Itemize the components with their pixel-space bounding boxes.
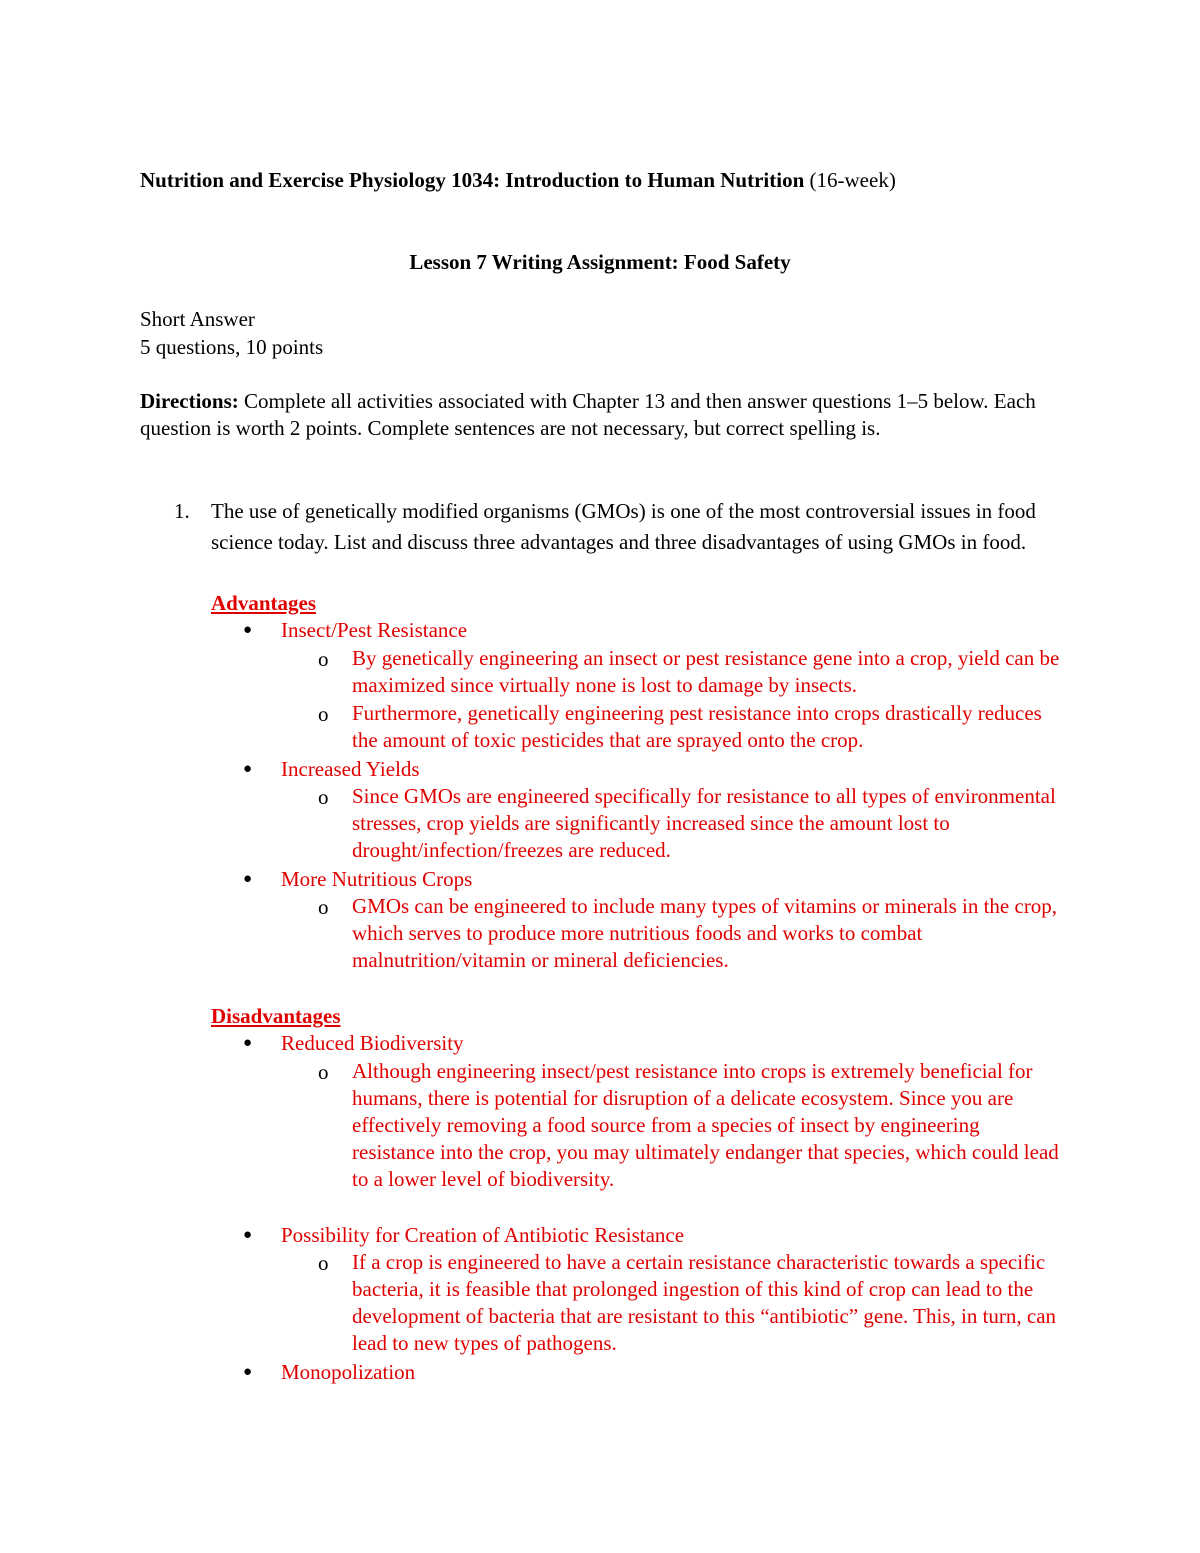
lesson-title: Lesson 7 Writing Assignment: Food Safety (409, 250, 791, 274)
bullet-marker: ● (243, 1035, 253, 1051)
course-title (140, 166, 896, 194)
bullet-marker: ● (243, 761, 253, 777)
bullet-marker: ● (243, 622, 253, 638)
assignment-count: 5 questions, 10 points (140, 335, 324, 359)
disadvantage-item-label: Reduced Biodiversity (281, 1031, 464, 1055)
bullet-marker: ● (243, 871, 253, 887)
course-name: Nutrition and Exercise Physiology 1034: Introduction to Human Nutrition (140, 168, 805, 192)
advantage-detail: Furthermore, genetically engineering pest resistance into crops drastically reduces the amount of toxic pesticides that are sprayed onto the crop. (352, 701, 1042, 752)
question-text: The use of genetically modified organisms (GMOs) is one of the most controversial issues in food science today. List and discuss three advantages and three disadvantages of using GMOs in food. (211, 499, 1036, 554)
disadvantage-item-label: Possibility for Creation of Antibiotic Resistance (281, 1223, 685, 1247)
advantage-detail: By genetically engineering an insect or pest resistance gene into a crop, yield can be maximized since virtually none is lost to damage by insects. (352, 646, 1060, 697)
bullet-marker: ● (243, 1364, 253, 1380)
advantage-item-label: Insect/Pest Resistance (281, 618, 468, 642)
course-duration: (16-week) (804, 168, 896, 192)
sub-bullet-marker: o (318, 1060, 329, 1084)
disadvantage-detail: If a crop is engineered to have a certain resistance characteristic towards a specific bacteria, it is feasible that prolonged ingestion of this kind of crop can lead to the development of bacteria that are resistant to this “antibiotic” gene. This, in turn, can lead to new types of pathogens. (352, 1250, 1057, 1355)
disadvantage-detail: Although engineering insect/pest resistance into crops is extremely beneficial for humans, there is potential for disruption of a delicate ecosystem. Since you are effectively removing a food source from a species of insect by engineering resistance into the crop, you may ultimately endanger that species, which could lead to a lower level of biodiversity. (352, 1059, 1059, 1191)
advantage-detail: GMOs can be engineered to include many types of vitamins or minerals in the crop, which serves to produce more nutritious foods and works to combat malnutrition/vitamin or mineral deficiencies. (352, 894, 1058, 972)
sub-bullet-marker: o (318, 647, 329, 671)
advantage-item-label: More Nutritious Crops (281, 867, 473, 891)
sub-bullet-marker: o (318, 702, 329, 726)
sub-bullet-marker: o (318, 785, 329, 809)
bullet-marker: ● (243, 1227, 253, 1243)
question-number: 1. (174, 499, 190, 523)
disadvantages-heading: Disadvantages (211, 1004, 341, 1028)
sub-bullet-marker: o (318, 1251, 329, 1275)
advantage-detail: Since GMOs are engineered specifically for resistance to all types of environmental stresses, crop yields are significantly increased since the amount lost to drought/infection/freezes are reduced. (352, 784, 1056, 862)
directions (140, 388, 1065, 442)
directions-text: Complete all activities associated with Chapter 13 and then answer questions 1–5 below. Each question is worth 2 points. Complete sentences are not necessary, but correct spelling is. (140, 389, 1036, 440)
advantages-heading: Advantages (211, 591, 317, 615)
assignment-type: Short Answer (140, 307, 255, 331)
advantage-item-label: Increased Yields (281, 757, 420, 781)
disadvantage-item-label: Monopolization (281, 1360, 416, 1384)
directions-label: Directions: (140, 389, 239, 413)
sub-bullet-marker: o (318, 895, 329, 919)
